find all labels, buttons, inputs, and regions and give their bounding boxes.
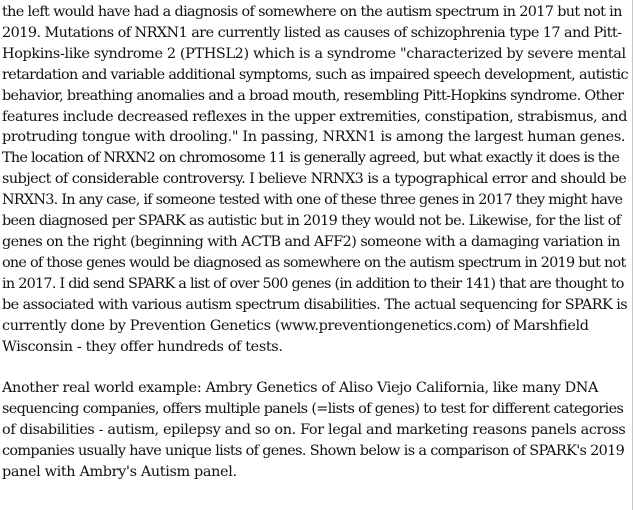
text-line: The location of NRXN2 on chromosome 11 is generally agreed, but what exactly it does is the — [2, 150, 620, 167]
text-line: currently done by Prevention Genetics (www.preventiongenetics.com) of Marshfield — [2, 317, 589, 334]
text-line: of disabilities - autism, epilepsy and so on. For legal and marketing reasons panels across — [2, 422, 626, 439]
document-body — [2, 2, 628, 483]
text-line: Wisconsin - they offer hundreds of tests. — [2, 338, 283, 355]
text-line: companies usually have unique lists of genes. Shown below is a comparison of SPARK's 2019 — [2, 443, 625, 460]
text-line: one of those genes would be diagnosed as somewhere on the autism spectrum in 2019 but not — [2, 254, 626, 271]
paragraph-ambry-example — [2, 378, 628, 483]
paragraph-spacer — [2, 357, 628, 378]
text-line: protruding tongue with drooling." In passing, NRXN1 is among the largest human genes. — [2, 129, 626, 146]
text-line: behavior, breathing anomalies and a broad mouth, resembling Pitt-Hopkins syndrome. Other — [2, 87, 624, 104]
text-line: features include decreased reflexes in the upper extremities, constipation, strabismus, and — [2, 108, 627, 125]
text-line: retardation and variable additional symptoms, such as impaired speech development, autistic — [2, 66, 628, 83]
text-line: genes on the right (beginning with ACTB and AFF2) someone with a damaging variation in — [2, 233, 620, 250]
text-line: be associated with various autism spectrum disabilities. The actual sequencing for SPARK is — [2, 296, 628, 313]
text-line: Another real world example: Ambry Genetics of Aliso Viejo California, like many DNA — [2, 380, 599, 397]
text-line: Hopkins-like syndrome 2 (PTHSL2) which is a syndrome "characterized by severe mental — [2, 45, 626, 62]
text-line: panel with Ambry's Autism panel. — [2, 463, 237, 480]
text-line: been diagnosed per SPARK as autistic but in 2019 they would not be. Likewise, for the list of — [2, 213, 621, 230]
paragraph-spark-genes — [2, 2, 628, 357]
text-line: in 2017. I did send SPARK a list of over 500 genes (in addition to their 141) that are thought to — [2, 275, 624, 292]
text-line: the left would have had a diagnosis of somewhere on the autism spectrum in 2017 but not in — [2, 4, 622, 20]
text-line: sequencing companies, offers multiple panels (=lists of genes) to test for different categories — [2, 401, 624, 418]
text-line: subject of considerable controversy. I believe NRNX3 is a typographical error and should be — [2, 171, 627, 188]
text-line: 2019. Mutations of NRXN1 are currently listed as causes of schizophrenia type 17 and Pitt- — [2, 24, 622, 41]
text-line: NRXN3. In any case, if someone tested with one of these three genes in 2017 they might have — [2, 192, 623, 209]
